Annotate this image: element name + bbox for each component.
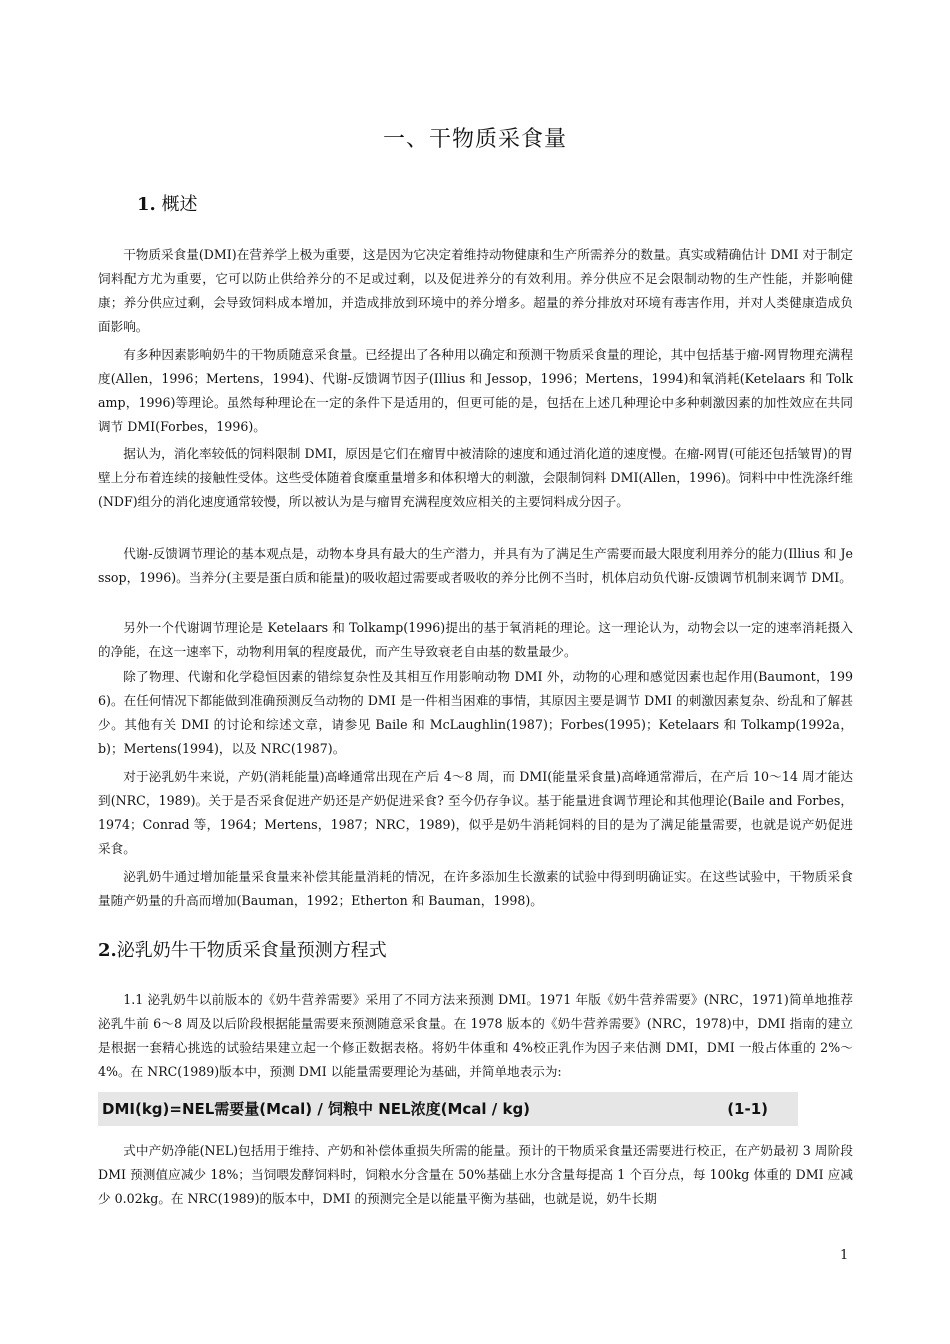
equation-box: [98, 1092, 798, 1126]
section-2-heading: [98, 936, 387, 962]
paragraph: 另外一个代谢调节理论是 Ketelaars 和 Tolkamp(1996)提出的基于氧消耗的理论。这一理论认为，动物会以一定的速率消耗摄入的净能，在这一速率下，动物利用氧的程度最优，而产生导致衰老自由基的数量最少。: [98, 620, 853, 659]
paragraph: 干物质采食量(DMI)在营养学上极为重要，这是因为它决定着维持动物健康和生产所需养分的数量。真实或精确估计 DMI 对于制定饲料配方尤为重要，它可以防止供给养分的不足或过剩，以及促进养分的有效利用。养分供应不足会限制动物的生产性能，并影响健康；养分供应过剩，会导致饲料成本增加，并造成排放到环境中的养分增多。超量的养分排放对环境有毒害作用，并对人类健康造成负面影响。: [98, 247, 853, 334]
page-number: 1: [840, 1248, 849, 1263]
paragraph: 1.1 泌乳奶牛以前版本的《奶牛营养需要》采用了不同方法来预测 DMI。1971 年版《奶牛营养需要》(NRC，1971)简单地推荐泌乳牛前 6～8 周及以后阶段根据能量需要来预测随意采食量。在 1978 版本的《奶牛营养需要》(NRC，1978)中，DMI 指南的建立是根据一套精心挑选的试验结果建立起一个修正数据表格。将奶牛体重和 4%校正乳作为因子来估测 DMI，DMI 一般占体重的 2%～4%。在 NRC(1989)版本中，预测 DMI 以能量需要理论为基础，并简单地表示为:: [98, 992, 853, 1079]
paragraph: 有多种因素影响奶牛的干物质随意采食量。已经提出了各种用以确定和预测干物质采食量的理论，其中包括基于瘤-网胃物理充满程度(Allen，1996；Mertens，1994)、代谢-反馈调节因子(Illius 和 Jessop，1996；Mertens，1994)和氧消耗(Ketelaars 和 Tolkamp，1996)等理论。虽然每种理论在一定的条件下是适用的，但更可能的是，包括在上述几种理论中多种刺激因素的加性效应在共同调节 DMI(Forbes，1996)。: [98, 347, 853, 434]
paragraph: 据认为，消化率较低的饲料限制 DMI，原因是它们在瘤胃中被清除的速度和通过消化道的速度慢。在瘤-网胃(可能还包括皱胃)的胃壁上分布着连续的接触性受体。这些受体随着食糜重量增多和体积增大的刺激，会限制饲料 DMI(Allen，1996)。饲料中中性洗涤纤维(NDF)组分的消化速度通常较慢，所以被认为是与瘤胃充满程度效应相关的主要饲料成分因子。: [98, 446, 853, 509]
paragraph: 式中产奶净能(NEL)包括用于维持、产奶和补偿体重损失所需的能量。预计的干物质采食量还需要进行校正，在产奶最初 3 周阶段 DMI 预测值应减少 18%；当饲喂发酵饲料时，饲粮水分含量在 50%基础上水分含量每提高 1 个百分点，每 100kg 体重的 DMI 应减少 0.02kg。在 NRC(1989)的版本中，DMI 的预测完全是以能量平衡为基础，也就是说，奶牛长期: [98, 1143, 853, 1206]
section-1-title: 概述: [161, 194, 198, 215]
equation-text: DMI(kg)=NEL需要量(Mcal) / 饲粮中 NEL浓度(Mcal / kg): [102, 1100, 531, 1118]
section-1-heading: [137, 190, 198, 216]
paragraph: 代谢-反馈调节理论的基本观点是，动物本身具有最大的生产潜力，并具有为了满足生产需要而最大限度利用养分的能力(Illius 和 Jessop，1996)。当养分(主要是蛋白质和能量)的吸收超过需要或者吸收的养分比例不当时，机体启动负代谢-反馈调节机制来调节 DMI。: [98, 546, 853, 585]
paragraph: 泌乳奶牛通过增加能量采食量来补偿其能量消耗的情况，在许多添加生长激素的试验中得到明确证实。在这些试验中，干物质采食量随产奶量的升高而增加(Bauman，1992；Etherton 和 Bauman，1998)。: [98, 869, 853, 908]
page-title: 一、干物质采食量: [382, 127, 567, 152]
section-2-title: 泌乳奶牛干物质采食量预测方程式: [116, 940, 387, 961]
paragraph: 除了物理、代谢和化学稳恒因素的错综复杂性及其相互作用影响动物 DMI 外，动物的心理和感觉因素也起作用(Baumont，1996)。在任何情况下都能做到准确预测反刍动物的 DMI 是一件相当困难的事情，其原因主要是调节 DMI 的刺激因素复杂、纷乱和了解甚少。其他有关 DMI 的讨论和综述文章，请参见 Baile 和 McLaughlin(1987)；Forbes(1995)；Ketelaars 和 Tolkamp(1992a，b)；Mertens(1994)，以及 NRC(1987)。: [98, 669, 853, 756]
section-1-number: 1.: [137, 194, 156, 215]
section-2-number: 2.: [98, 940, 117, 961]
paragraph: 对于泌乳奶牛来说，产奶(消耗能量)高峰通常出现在产后 4～8 周，而 DMI(能量采食量)高峰通常滞后，在产后 10～14 周才能达到(NRC，1989)。关于是否采食促进产奶还是产奶促进采食? 至今仍存争议。基于能量进食调节理论和其他理论(Baile and Forbes，1974；Conrad 等，1964；Mertens，1987；NRC，1989)，似乎是奶牛消耗饲料的目的是为了满足能量需要，也就是说产奶促进采食。: [98, 769, 853, 856]
equation-number: (1-1): [727, 1100, 768, 1118]
